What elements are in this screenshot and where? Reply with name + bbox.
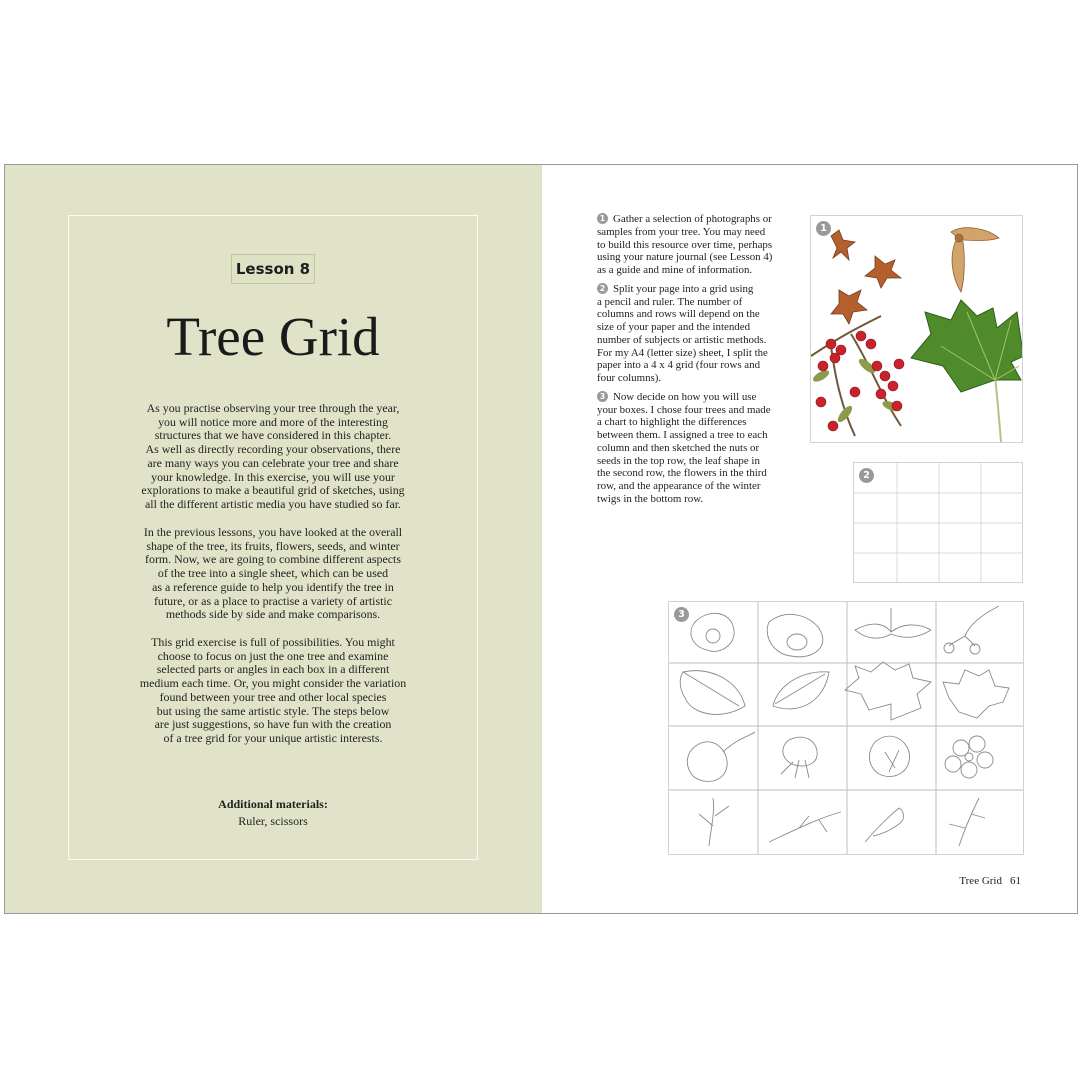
- text-line: your knowledge. In this exercise, you will use your: [151, 469, 395, 484]
- lesson-label: Lesson 8: [231, 254, 315, 284]
- text-line: are just suggestions, so have fun with the creation: [154, 717, 392, 732]
- text-line: structures that we have considered in this chapter.: [154, 428, 392, 443]
- step-1: [597, 213, 795, 277]
- tree-specimens-photo-icon: [811, 216, 1023, 443]
- step-2: [597, 283, 795, 385]
- text-line: number of subjects or artistic methods.: [597, 333, 767, 346]
- text-line: twigs in the bottom row.: [597, 492, 704, 505]
- page-frame: [68, 215, 478, 860]
- text-line: column and then sketched the nuts or: [597, 441, 760, 454]
- text-line: choose to focus on just the one tree and examine: [157, 648, 389, 663]
- text-line: seeds in the top row, the leaf shape in: [597, 454, 760, 467]
- steps-column: [597, 213, 795, 512]
- text-line: between them. I assigned a tree to each: [597, 429, 768, 441]
- text-line: form. Now, we are going to combine different aspects: [145, 552, 401, 567]
- figure-badge: 2: [859, 468, 874, 483]
- text-line: As well as directly recording your observations, there: [145, 442, 401, 457]
- text-line: the second row, the flowers in the third: [597, 467, 767, 480]
- book-spread: [4, 164, 1078, 914]
- figure-badge: 3: [674, 607, 689, 622]
- text-line: four columns).: [597, 372, 662, 384]
- intro-paragraph-1: [124, 402, 422, 512]
- page-number: 61: [1010, 875, 1021, 887]
- specimen-photo: [810, 215, 1023, 443]
- figure-badge: 1: [816, 221, 831, 236]
- text-line: row, and the appearance of the winter: [597, 480, 761, 492]
- text-line: of the tree into a single sheet, which can be used: [157, 566, 389, 581]
- text-line: For my A4 (letter size) sheet, I split the: [597, 346, 768, 359]
- text-line: medium each time. Or, you might consider the variation: [139, 676, 407, 691]
- text-line: Now decide on how you will use: [613, 390, 757, 403]
- text-line: samples from your tree. You may need: [597, 225, 766, 238]
- running-title: Tree Grid: [959, 875, 1002, 887]
- step-number-badge: 2: [597, 283, 608, 294]
- materials-list: Ruler, scissors: [238, 814, 308, 828]
- text-line: columns and rows will depend on the: [597, 308, 760, 321]
- text-line: you will notice more and more of the interesting: [158, 414, 388, 429]
- text-line: explorations to make a beautiful grid of sketches, using: [141, 483, 405, 498]
- pencil-tree-grid-sketch-icon: [669, 602, 1024, 855]
- text-line: to build this resource over time, perhaps: [597, 238, 773, 251]
- right-page: [542, 165, 1078, 913]
- text-line: as a reference guide to help you identify the tree in: [152, 579, 394, 594]
- text-line: all the different artistic media you have studied so far.: [144, 496, 401, 511]
- intro-paragraph-3: [124, 636, 422, 746]
- page-footer: [959, 875, 1021, 887]
- sketch-grid-figure: [668, 601, 1024, 855]
- step-number-badge: 3: [597, 391, 608, 402]
- step-number-badge: 1: [597, 213, 608, 224]
- text-line: a chart to highlight the differences: [597, 416, 747, 429]
- text-line: found between your tree and other local species: [159, 689, 387, 704]
- text-line: but using the same artistic style. The steps below: [156, 703, 390, 718]
- text-line: methods side by side and make comparisons.: [165, 607, 381, 622]
- text-line: as a guide and mine of information.: [597, 264, 753, 276]
- text-line: paper into a 4 x 4 grid (four rows and: [597, 359, 761, 372]
- empty-grid-figure: [853, 462, 1023, 583]
- text-line: your boxes. I chose four trees and made: [597, 403, 771, 416]
- text-line: Gather a selection of photographs or: [613, 213, 772, 225]
- page-title: Tree Grid: [166, 306, 380, 367]
- text-line: future, or as a place to practise a variety of artistic: [153, 593, 393, 608]
- text-line: are many ways you can celebrate your tree and share: [147, 455, 399, 470]
- intro-paragraph-2: [124, 526, 422, 622]
- empty-grid-sketch-icon: [854, 463, 1023, 583]
- text-line: As you practise observing your tree through the year,: [146, 401, 400, 415]
- text-line: of a tree grid for your unique artistic interests.: [163, 730, 383, 745]
- left-page: [5, 165, 542, 913]
- text-line: using your nature journal (see Lesson 4): [597, 251, 773, 264]
- text-line: This grid exercise is full of possibilities. You might: [151, 635, 395, 649]
- text-line: selected parts or angles in each box in a different: [156, 662, 390, 677]
- text-line: In the previous lessons, you have looked at the overall: [143, 525, 403, 539]
- text-line: Split your page into a grid using: [613, 282, 754, 295]
- text-line: shape of the tree, its fruits, flowers, seeds, and winter: [146, 538, 400, 553]
- text-line: size of your paper and the intended: [597, 321, 751, 333]
- text-line: a pencil and ruler. The number of: [597, 295, 743, 308]
- step-3: [597, 391, 795, 506]
- materials-heading: Additional materials:: [218, 797, 328, 811]
